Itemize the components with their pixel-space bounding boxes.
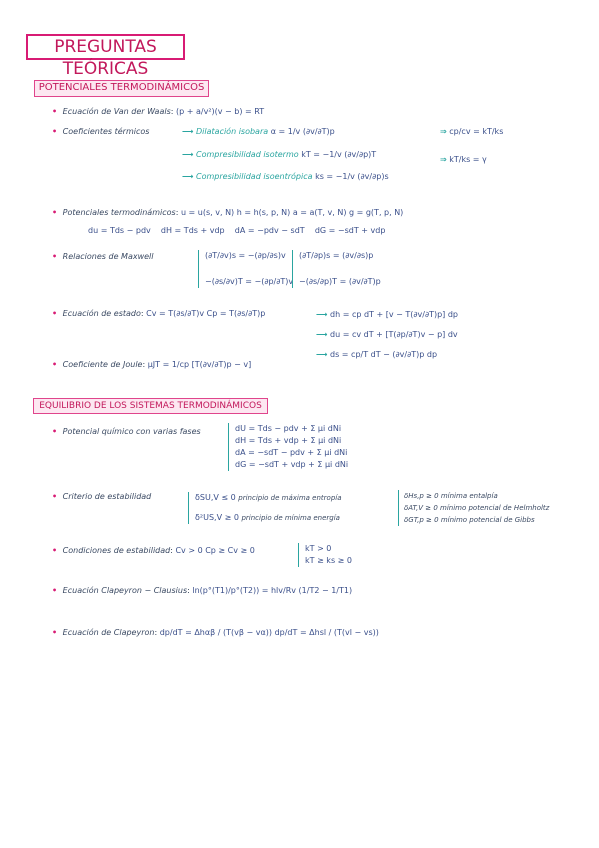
result-row — [440, 155, 487, 164]
differential-formula: dG = −sdT + vdp — [314, 226, 386, 235]
chem-formula: dU = Tds − pdv + Σ μi dNi — [235, 424, 342, 433]
condition-formula: kT > 0 — [305, 544, 332, 553]
item-formula: u = u(s, v, N) h = h(s, p, N) a = a(T, v, N) g = g(T, p, N) — [180, 208, 404, 217]
item-criterio — [52, 492, 151, 501]
item-potencial-quimico — [52, 427, 201, 436]
differential-formula: dA = −pdv − sdT — [234, 226, 305, 235]
item-label: Potencial químico con varias fases — [62, 427, 201, 436]
side-criterion: δGT,p ≥ 0 mínimo potencial de Gibbs — [404, 516, 535, 524]
item-label: Ecuación Clapeyron − Clausius — [62, 586, 188, 595]
result-row — [440, 127, 503, 136]
arrow-right-icon: ⟶ — [182, 150, 194, 159]
side-criterion: δAT,V ≥ 0 mínimo potencial de Helmholtz — [404, 504, 550, 512]
bullet-icon: • — [52, 546, 58, 555]
result-formula: dh = cp dT + [v − T(∂v/∂T)p] dp — [330, 310, 458, 319]
item-label: Coeficientes térmicos — [62, 127, 150, 136]
result-formula: ds = cp/T dT − (∂v/∂T)p dp — [330, 350, 438, 359]
item-formula: dp/dT = Δhαβ / (T(vβ − vα)) dp/dT = Δhsl / (T(vl − vs)) — [159, 628, 379, 637]
differential-formula: dH = Tds + vdp — [160, 226, 225, 235]
item-clapeyron-clausius: • Ecuación Clapeyron − Clausius: ln(p°(T1)/p°(T2)) = hlv/Rv (1/T2 − 1/T1) — [52, 586, 353, 595]
item-formula: (p + a/v²)(v − b) = RT — [176, 107, 265, 116]
section-heading-equilibrio: EQUILIBRIO DE LOS SISTEMAS TERMODINÁMICOS — [33, 398, 268, 414]
result-row — [316, 350, 437, 359]
result-formula: cp/cv = kT/ks — [449, 127, 504, 136]
item-joule: • Coeficiente de Joule: μJT = 1/cp [T(∂v/∂T)p − v] — [52, 360, 252, 369]
subitem-row — [182, 127, 335, 136]
bullet-icon: • — [52, 427, 58, 436]
item-label: Condiciones de estabilidad — [62, 546, 171, 555]
subitem-label: Dilatación isobara — [196, 127, 269, 136]
item-formula: ln(p°(T1)/p°(T2)) = hlv/Rv (1/T2 − 1/T1) — [192, 586, 353, 595]
chem-formula: dH = Tds + vdp + Σ μi dNi — [235, 436, 342, 445]
stability-conditions-side — [298, 543, 352, 567]
arrow-right-icon: ⟶ — [182, 172, 194, 181]
condition-formula: kT ≥ ks ≥ 0 — [305, 556, 352, 565]
maxwell-relation: (∂T/∂p)s = (∂v/∂s)p — [299, 251, 374, 260]
differentials-row — [88, 226, 385, 235]
page-title: PREGUNTAS TEÓRICAS — [26, 34, 185, 60]
maxwell-relation: −(∂s/∂v)T = −(∂p/∂T)v — [205, 277, 294, 286]
subitem-formula: ks = −1/v (∂v/∂p)s — [315, 172, 389, 181]
item-maxwell — [52, 252, 154, 261]
maxwell-left — [198, 250, 293, 288]
result-row — [316, 310, 458, 319]
differential-formula: du = Tds − pdv — [88, 226, 151, 235]
bullet-icon: • — [52, 628, 58, 637]
bullet-icon: • — [52, 309, 58, 318]
item-clapeyron: • Ecuación de Clapeyron: dp/dT = Δhαβ / (T(vβ − vα)) dp/dT = Δhsl / (T(vl − vs)) — [52, 628, 379, 637]
subitem-row — [182, 150, 376, 159]
arrow-right-icon: ⟶ — [316, 350, 328, 359]
item-label: Ecuación de Van der Waals — [62, 107, 171, 116]
item-label: Criterio de estabilidad — [62, 492, 152, 501]
double-arrow-icon: ⇒ — [440, 127, 447, 136]
bullet-icon: • — [52, 208, 58, 217]
criterion-text: principio de mínima energía — [241, 514, 340, 522]
item-van-der-waals: • Ecuación de Van der Waals: (p + a/v²)(v − b) = RT — [52, 107, 265, 116]
result-formula: kT/ks = γ — [449, 155, 487, 164]
criterion-text: principio de máxima entropía — [238, 494, 342, 502]
item-label: Coeficiente de Joule — [62, 360, 143, 369]
stability-side — [398, 490, 549, 526]
maxwell-right — [292, 250, 381, 288]
bullet-icon: • — [52, 360, 58, 369]
item-formula: Cv = T(∂s/∂T)v Cp = T(∂s/∂T)p — [146, 309, 266, 318]
item-potenciales: • Potenciales termodinámicos: u = u(s, v, N) h = h(s, p, N) a = a(T, v, N) g = g(T, p, N) — [52, 208, 404, 217]
item-label: Ecuación de estado — [62, 309, 141, 318]
chemical-potential-formulas — [228, 423, 348, 471]
chem-formula: dA = −sdT − pdv + Σ μi dNi — [235, 448, 348, 457]
item-label: Potenciales termodinámicos — [62, 208, 176, 217]
section-heading-potenciales: POTENCIALES TERMODINÁMICOS — [34, 80, 209, 97]
bullet-icon: • — [52, 107, 58, 116]
double-arrow-icon: ⇒ — [440, 155, 447, 164]
subitem-row — [182, 172, 389, 181]
bullet-icon: • — [52, 252, 58, 261]
maxwell-relation: −(∂s/∂p)T = (∂v/∂T)p — [299, 277, 381, 286]
subitem-formula: α = 1/v (∂v/∂T)p — [270, 127, 335, 136]
maxwell-relation: (∂T/∂v)s = −(∂p/∂s)v — [205, 251, 286, 260]
arrow-right-icon: ⟶ — [182, 127, 194, 136]
bullet-icon: • — [52, 492, 58, 501]
subitem-label: Compresibilidad isoentrópica — [196, 172, 313, 181]
result-row — [316, 330, 458, 339]
arrow-right-icon: ⟶ — [316, 330, 328, 339]
bullet-icon: • — [52, 127, 58, 136]
item-formula: μJT = 1/cp [T(∂v/∂T)p − v] — [147, 360, 252, 369]
item-coeficientes — [52, 127, 149, 136]
stability-criteria — [188, 492, 342, 524]
subitem-label: Compresibilidad isotermo — [196, 150, 299, 159]
side-criterion: δHs,p ≥ 0 mínima entalpía — [404, 492, 498, 500]
item-label: Ecuación de Clapeyron — [62, 628, 155, 637]
criterion-condition: δ²US,V ≥ 0 — [195, 513, 239, 522]
criterion-condition: δSU,V ≤ 0 — [195, 493, 236, 502]
item-label: Relaciones de Maxwell — [62, 252, 154, 261]
subitem-formula: kT = −1/v (∂v/∂p)T — [301, 150, 377, 159]
item-formula: Cv > 0 Cp ≥ Cv ≥ 0 — [175, 546, 255, 555]
chem-formula: dG = −sdT + vdp + Σ μi dNi — [235, 460, 349, 469]
item-ecuacion-estado: • Ecuación de estado: Cv = T(∂s/∂T)v Cp = T(∂s/∂T)p — [52, 309, 266, 318]
bullet-icon: • — [52, 586, 58, 595]
item-condiciones: • Condiciones de estabilidad: Cv > 0 Cp ≥ Cv ≥ 0 — [52, 546, 255, 555]
arrow-right-icon: ⟶ — [316, 310, 328, 319]
result-formula: du = cv dT + [T(∂p/∂T)v − p] dv — [330, 330, 458, 339]
